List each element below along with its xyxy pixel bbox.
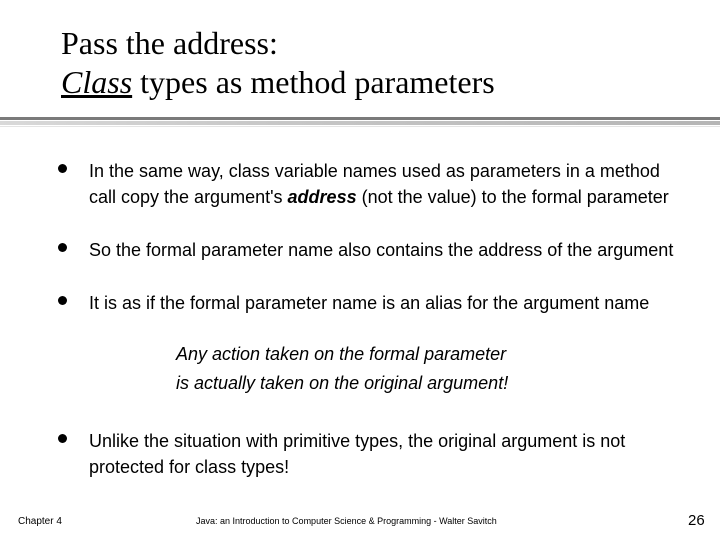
- title-divider-dark: [0, 117, 720, 120]
- bullet-dot-icon: [58, 243, 67, 252]
- bullet-3: It is as if the formal parameter name is an alias for the argument name: [89, 293, 650, 313]
- bullet-2: So the formal parameter name also contains the address of the argument: [89, 240, 674, 260]
- quote-line-2: is actually taken on the original argument!: [176, 373, 509, 393]
- bullet-dot-icon: [58, 296, 67, 305]
- page-number: 26: [688, 512, 705, 529]
- title-class-word: Class: [61, 64, 133, 100]
- title-line-1: Pass the address:: [61, 25, 278, 61]
- title-divider-light: [0, 126, 720, 127]
- bullet-dot-icon: [58, 164, 67, 173]
- bullet-1-text: In the same way, class variable names used as parameters in a method call copy the argument's: [89, 161, 660, 207]
- bullet-1-emphasis: address: [287, 187, 357, 207]
- footer-chapter: Chapter 4: [18, 516, 62, 527]
- title-line-2: [61, 63, 495, 102]
- bullet-1: [89, 158, 674, 210]
- footer-book-title: Java: an Introduction to Computer Science & Programming - Walter Savitch: [196, 516, 497, 526]
- bullet-dot-icon: [58, 434, 67, 443]
- bullet-4: Unlike the situation with primitive types, the original argument is not protected for class types!: [89, 431, 626, 477]
- title-divider-shade: [0, 121, 720, 125]
- bullet-1-text-end: (not the value) to the formal parameter: [356, 187, 669, 207]
- emphasis-quote: [176, 340, 508, 398]
- slide-title: [61, 24, 495, 102]
- title-line-2-rest: types as method parameters: [132, 64, 495, 100]
- quote-line-1: Any action taken on the formal parameter: [176, 344, 507, 364]
